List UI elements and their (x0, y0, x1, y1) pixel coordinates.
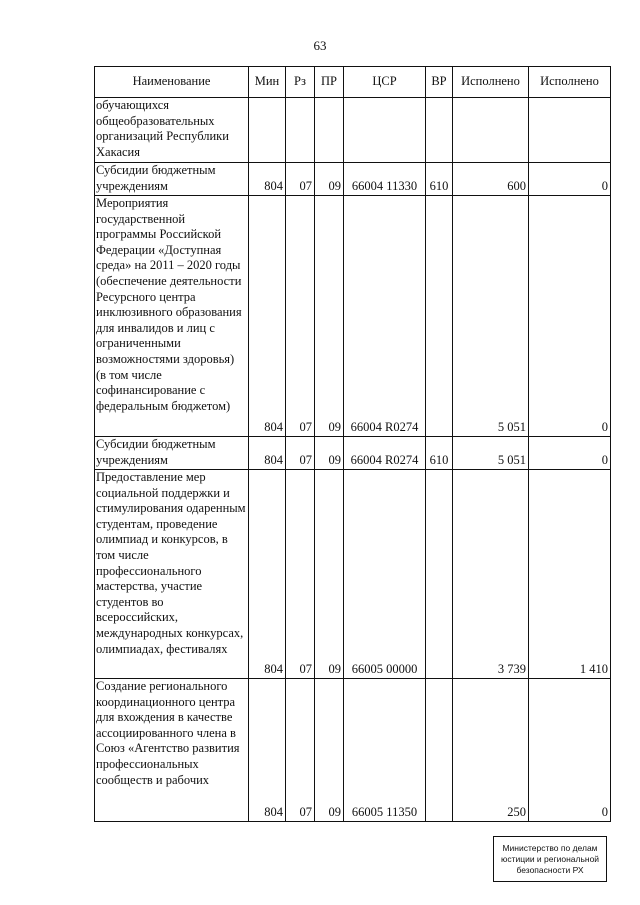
header-csr: ЦСР (344, 67, 426, 98)
header-pr: ПР (315, 67, 344, 98)
cell-csr: 66004 R0274 (344, 196, 426, 437)
table-row (95, 98, 611, 163)
cell-done1: 5 051 (453, 437, 529, 470)
page-number: 63 (313, 38, 327, 53)
cell-pr: 09 (315, 679, 344, 822)
cell-min: 804 (249, 470, 286, 679)
cell-done1: 3 739 (453, 470, 529, 679)
header-done2: Исполнено (529, 67, 611, 98)
cell-vr (426, 98, 453, 163)
cell-min: 804 (249, 679, 286, 822)
header-rz: Рз (286, 67, 315, 98)
cell-done1: 5 051 (453, 196, 529, 437)
cell-rz: 07 (286, 437, 315, 470)
cell-pr: 09 (315, 470, 344, 679)
cell-name: Субсидии бюджетным учреждениям (95, 437, 249, 470)
cell-name: Создание регионального координационного центра для вхождения в качестве ассоциированного члена в Союз «Агентство развития профессиональных сообществ и рабочих (95, 679, 249, 822)
stamp-line: Министерство по делам (502, 842, 598, 853)
cell-done2 (529, 98, 611, 163)
cell-done1: 600 (453, 163, 529, 196)
cell-vr (426, 196, 453, 437)
cell-min (249, 98, 286, 163)
cell-vr: 610 (426, 163, 453, 196)
cell-name: обучающихся общеобразовательных организаций Республики Хакасия (95, 98, 249, 163)
cell-pr: 09 (315, 196, 344, 437)
header-vr: ВР (426, 67, 453, 98)
cell-rz: 07 (286, 163, 315, 196)
header-done1: Исполнено (453, 67, 529, 98)
cell-name: Субсидии бюджетным учреждениям (95, 163, 249, 196)
cell-pr (315, 98, 344, 163)
cell-pr: 09 (315, 437, 344, 470)
cell-done1: 250 (453, 679, 529, 822)
cell-csr: 66004 R0274 (344, 437, 426, 470)
cell-vr (426, 679, 453, 822)
cell-done2: 0 (529, 679, 611, 822)
stamp-line: юстиции и региональной (500, 853, 600, 864)
ministry-stamp (493, 836, 607, 882)
cell-rz: 07 (286, 679, 315, 822)
table-row (95, 437, 611, 470)
cell-csr (344, 98, 426, 163)
table-row (95, 679, 611, 822)
cell-csr: 66005 11350 (344, 679, 426, 822)
cell-min: 804 (249, 196, 286, 437)
cell-csr: 66004 11330 (344, 163, 426, 196)
cell-rz: 07 (286, 470, 315, 679)
cell-done2: 0 (529, 437, 611, 470)
cell-done2: 0 (529, 163, 611, 196)
cell-rz: 07 (286, 196, 315, 437)
cell-min: 804 (249, 163, 286, 196)
cell-rz (286, 98, 315, 163)
header-name: Наименование (95, 67, 249, 98)
cell-name: Мероприятия государственной программы Российской Федерации «Доступная среда» на 2011 – 2020 годы (обеспечение деятельности Ресурсного центра инклюзивного образования для инвалидов и лиц с ограниченными возможностями здоровья) (в том числе софинансирование с федеральным бюджетом) (95, 196, 249, 437)
cell-pr: 09 (315, 163, 344, 196)
cell-done2: 1 410 (529, 470, 611, 679)
cell-done1 (453, 98, 529, 163)
table-row (95, 163, 611, 196)
cell-csr: 66005 00000 (344, 470, 426, 679)
cell-vr: 610 (426, 437, 453, 470)
cell-min: 804 (249, 437, 286, 470)
table-row (95, 470, 611, 679)
table-row (95, 196, 611, 437)
budget-table (94, 66, 611, 822)
cell-done2: 0 (529, 196, 611, 437)
table-header-row (95, 67, 611, 98)
cell-vr (426, 470, 453, 679)
cell-name: Предоставление мер социальной поддержки и стимулирования одаренным студентам, проведение олимпиад и конкурсов, в том числе профессионального мастерства, участие студентов во всероссийских, международных конкурсах, олимпиадах, фестивалях (95, 470, 249, 679)
stamp-line: безопасности РХ (516, 864, 584, 875)
header-min: Мин (249, 67, 286, 98)
